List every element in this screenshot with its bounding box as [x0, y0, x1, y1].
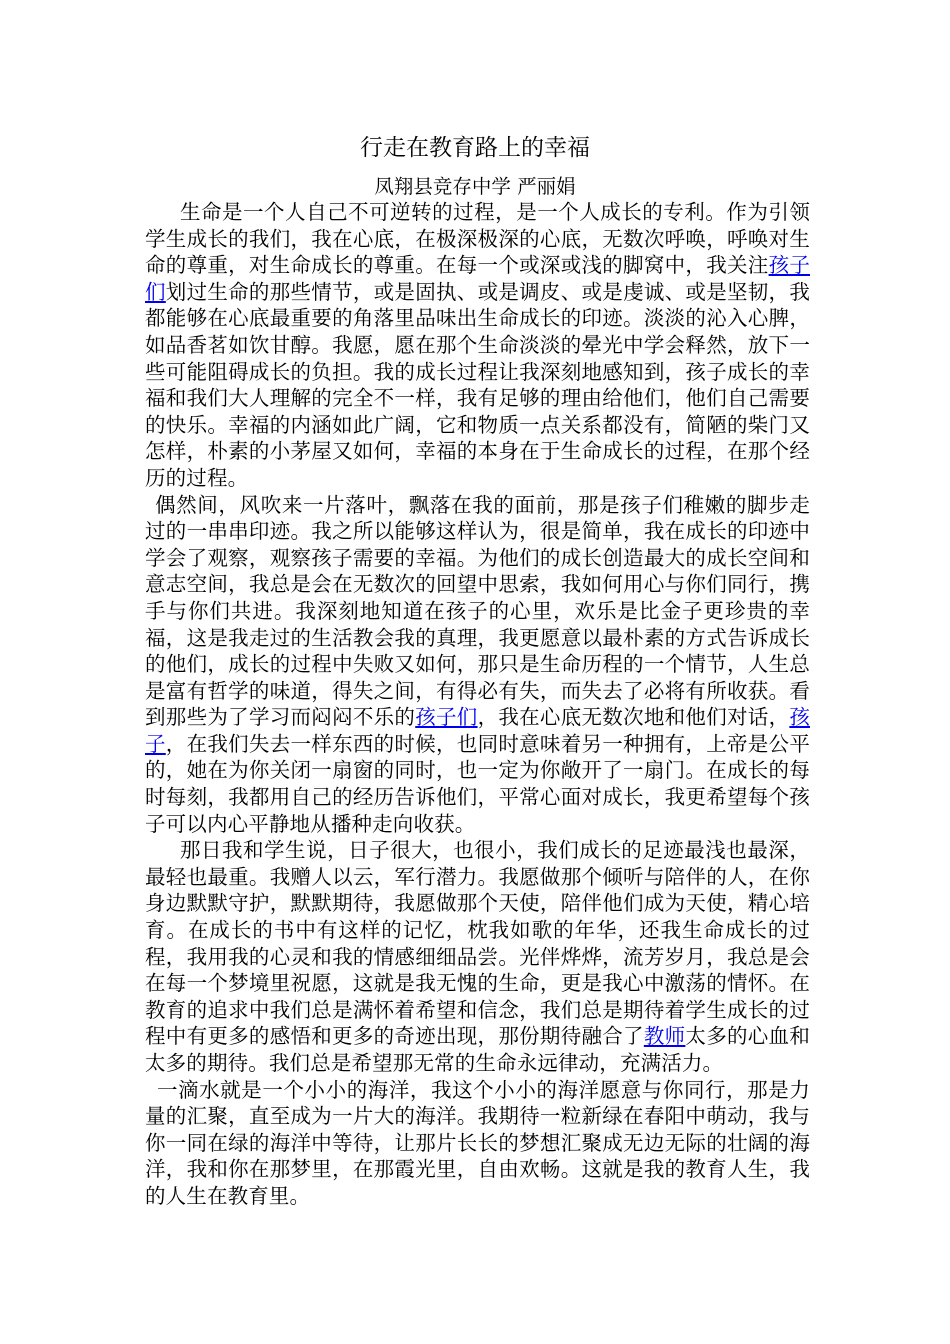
text-segment: 生命是一个人自己不可逆转的过程，是一个人成长的专利。作为引领学生成长的我们，我在心底，在极深极深的心底，无数次呼唤，呼唤对生命的尊重，对生命成长的尊重。在每一个或深或浅的脚窝中，我关注	[145, 200, 810, 278]
text-segment: 划过生命的那些情节，或是固执、或是调皮、或是虔诚、或是坚韧，我都能够在心底最重要的角落里品味出生命成长的印迹。淡淡的沁入心脾，如品香茗如饮甘醇。我愿，愿在那个生命淡淡的晕光中学会释然，放下一些可能阻碍成长的负担。我的成长过程让我深刻地感知到，孩子成长的幸福和我们大人理解的完全不一样，我有足够的理由给他们，他们自己需要的快乐。幸福的内涵如此广阔，它和物质一点关系都没有，简陋的柴门又怎样，朴素的小茅屋又如何，幸福的本身在于生命成长的过程，在那个经历的过程。	[145, 279, 810, 490]
link-children[interactable]: 孩子们	[145, 253, 810, 304]
page-title: 行走在教育路上的幸福	[360, 135, 590, 161]
link-child[interactable]: 孩子	[145, 705, 811, 756]
text-segment: 偶然间，风吹来一片落叶，飘落在我的面前，那是孩子们稚嫩的脚步走过的一串串印迹。我之所以能够这样认为，很是简单，我在成长的印迹中学会了观察，观察孩子需要的幸福。为他们的成长创造最大的成长空间和意志空间，我总是会在无数次的回望中思索，我如何用心与你们同行，携手与你们共进。我深刻地知道在孩子的心里，欢乐是比金子更珍贵的幸福，这是我走过的生活教会我的真理，我更愿意以最朴素的方式告诉成长的他们，成长的过程中失败又如何，那只是生命历程的一个情节，人生总是富有哲学的味道，得失之间，有得必有失，而失去了必将有所收获。看到那些为了学习而闷闷不乐的	[145, 492, 810, 730]
paragraph-4	[145, 1077, 810, 1210]
link-children[interactable]: 孩子们	[415, 705, 478, 730]
paragraph-2	[145, 492, 810, 838]
text-segment: 一滴水就是一个小小的海洋，我这个小小的海洋愿意与你同行，那是力量的汇聚，直至成为一片大的海洋。我期待一粒新绿在春阳中萌动，我与你一同在绿的海洋中等待，让那片长长的梦想汇聚成无边无际的壮阔的海洋，我和你在那梦里，在那霞光里，自由欢畅。这就是我的教育人生，我的人生在教育里。	[145, 1077, 810, 1208]
text-segment: ，在我们失去一样东西的时候，也同时意味着另一种拥有，上帝是公平的，她在为你关闭一扇窗的同时，也一定为你敞开了一扇门。在成长的每时每刻，我都用自己的经历告诉他们，平常心面对成长，我更希望每个孩子可以内心平静地从播种走向收获。	[145, 731, 810, 836]
paragraph-1	[145, 199, 810, 492]
text-segment: ，我在心底无数次地和他们对话，	[477, 705, 790, 730]
author-line: 凤翔县竞存中学 严丽娟	[374, 175, 576, 198]
link-teacher[interactable]: 教师	[643, 1024, 686, 1049]
article-body	[145, 199, 810, 1210]
paragraph-3	[145, 837, 810, 1076]
text-segment: 太多的心血和太多的期待。我们总是希望那无常的生命永远律动，充满活力。	[145, 1024, 810, 1075]
text-segment: 那日我和学生说，日子很大，也很小，我们成长的足迹最浅也最深，最轻也最重。我赠人以云，军行潜力。我愿做那个倾听与陪伴的人，在你身边默默守护，默默期待，我愿做那个天使，陪伴他们成为天使，精心培育。在成长的书中有这样的记忆，枕我如歌的年华，还我生命成长的过程，我用我的心灵和我的情感细细品尝。光伴烨烨，流芳岁月，我总是会在每一个梦境里祝愿，这就是我无愧的生命，更是我心中激荡的情怀。在教育的追求中我们总是满怀着希望和信念，我们总是期待着学生成长的过程中有更多的感悟和更多的奇迹出现，那份期待融合了	[145, 838, 810, 1049]
